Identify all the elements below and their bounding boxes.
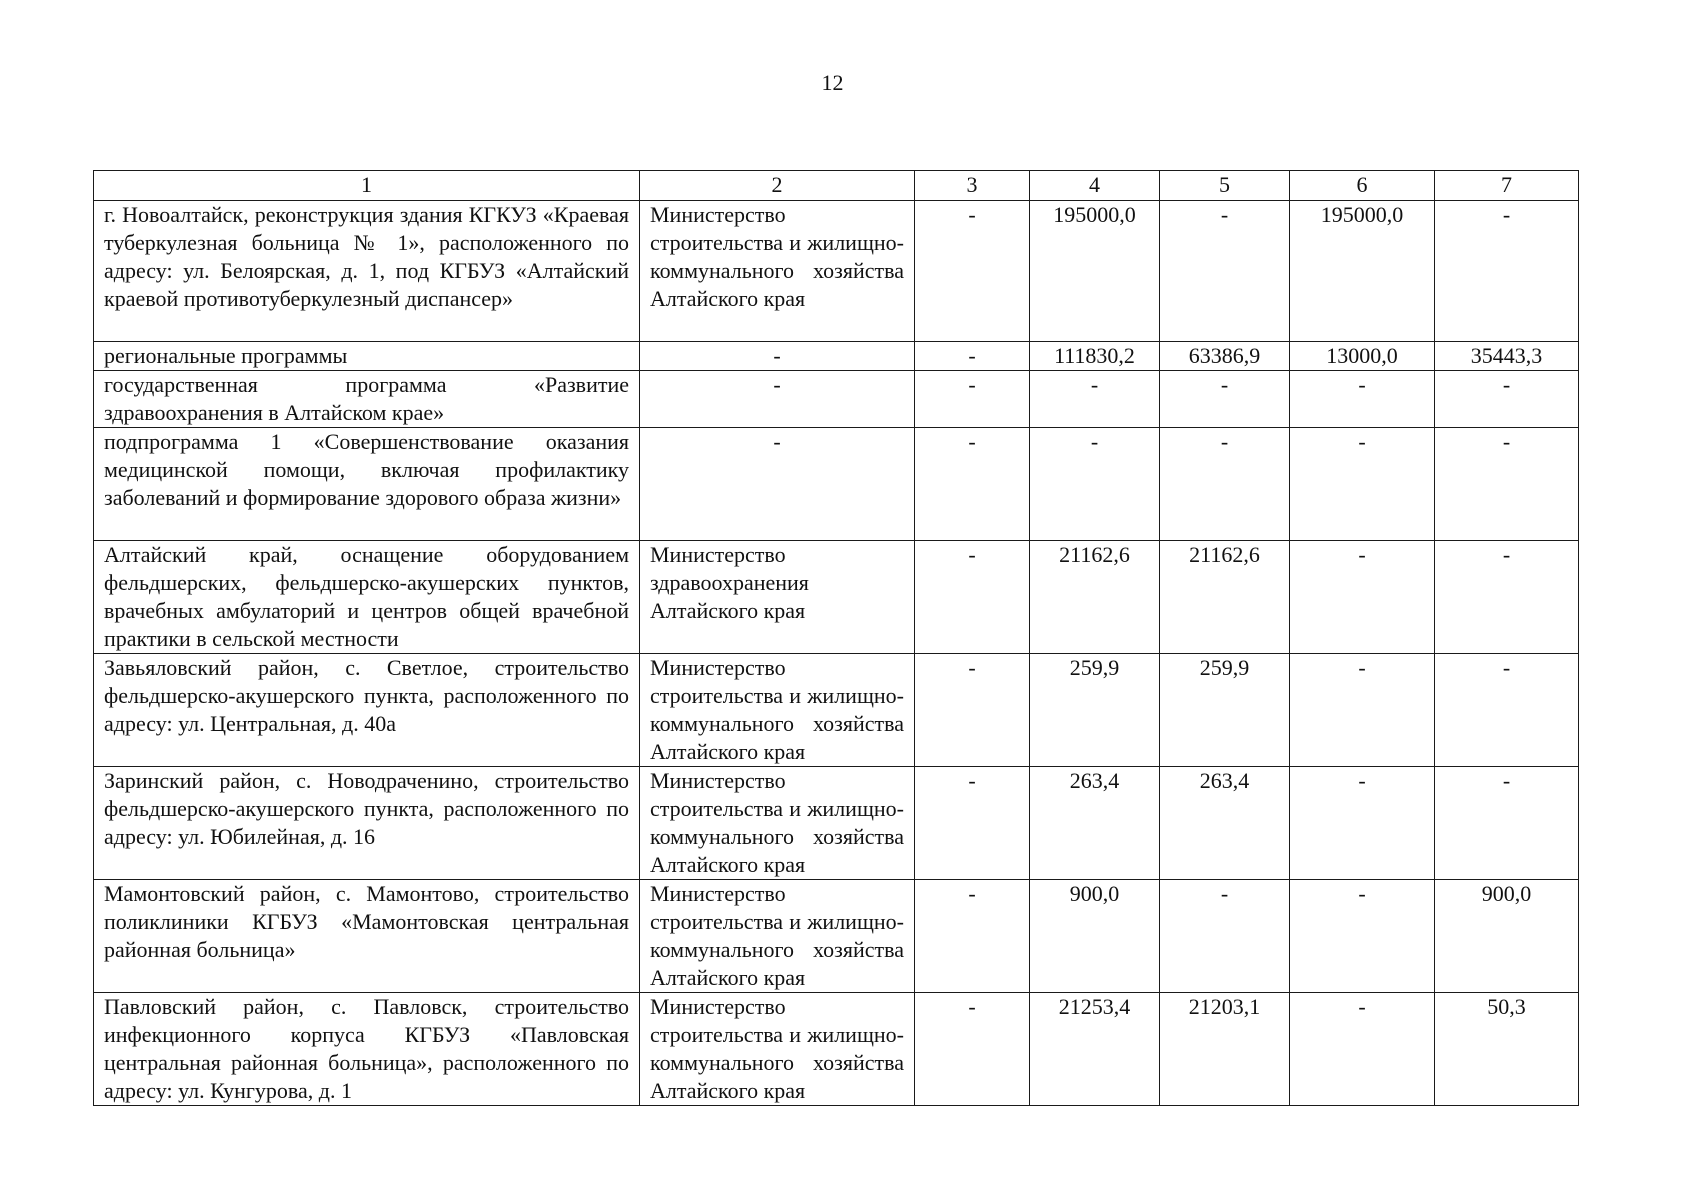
page-number: 12 [821,70,844,95]
executor-cell: - [640,428,915,541]
object-name-cell: подпрограмма 1 «Совершенствование оказания медицинской помощи, включая профилактику заболеваний и формирование здорового образа жизни» [94,428,640,541]
executor-cell: Министерство здравоохранения Алтайского края [640,541,915,654]
column-header: 7 [1435,171,1579,201]
column-header: 4 [1030,171,1160,201]
value-cell: - [1435,428,1579,541]
value-cell: 195000,0 [1290,201,1435,342]
value-cell: 21203,1 [1160,993,1290,1106]
value-cell: - [1160,371,1290,428]
value-cell: - [1435,654,1579,767]
table-row [94,880,1579,993]
value-cell: - [1290,428,1435,541]
object-name-cell: Завьяловский район, с. Светлое, строительство фельдшерско-акушерского пункта, расположенного по адресу: ул. Центральная, д. 40а [94,654,640,767]
table-row [94,428,1579,541]
executor-cell: Министерство строительства и жилищно-коммунального хозяйства Алтайского края [640,993,915,1106]
value-cell: 195000,0 [1030,201,1160,342]
value-cell: 21162,6 [1160,541,1290,654]
table-row [94,371,1579,428]
value-cell: 259,9 [1160,654,1290,767]
table-header-row [94,171,1579,201]
column-header: 2 [640,171,915,201]
value-cell: - [1290,880,1435,993]
table-row [94,342,1579,371]
value-cell: - [1030,428,1160,541]
executor-cell: Министерство строительства и жилищно-коммунального хозяйства Алтайского края [640,654,915,767]
column-header: 1 [94,171,640,201]
executor-cell: Министерство строительства и жилищно-коммунального хозяйства Алтайского края [640,767,915,880]
object-name-cell: региональные программы [94,342,640,371]
value-cell: - [1435,767,1579,880]
value-cell: 900,0 [1435,880,1579,993]
executor-cell: - [640,371,915,428]
value-cell: - [1160,880,1290,993]
budget-table [93,170,1579,1106]
value-cell: 263,4 [1030,767,1160,880]
value-cell: 900,0 [1030,880,1160,993]
value-cell: - [1160,201,1290,342]
object-name-cell: Мамонтовский район, с. Мамонтово, строительство поликлиники КГБУЗ «Мамонтовская центральная районная больница» [94,880,640,993]
value-cell: 13000,0 [1290,342,1435,371]
value-cell: 21162,6 [1030,541,1160,654]
value-cell: - [915,201,1030,342]
value-cell: 63386,9 [1160,342,1290,371]
value-cell: - [915,371,1030,428]
value-cell: - [1030,371,1160,428]
object-name-cell: Заринский район, с. Новодраченино, строительство фельдшерско-акушерского пункта, расположенного по адресу: ул. Юбилейная, д. 16 [94,767,640,880]
column-header: 6 [1290,171,1435,201]
value-cell: - [915,428,1030,541]
value-cell: - [915,342,1030,371]
value-cell: - [1290,767,1435,880]
value-cell: 21253,4 [1030,993,1160,1106]
value-cell: - [1290,541,1435,654]
value-cell: - [1290,993,1435,1106]
value-cell: - [1160,428,1290,541]
value-cell: - [915,767,1030,880]
value-cell: - [1435,371,1579,428]
table-row [94,767,1579,880]
object-name-cell: Павловский район, с. Павловск, строительство инфекционного корпуса КГБУЗ «Павловская центральная районная больница», расположенного по адресу: ул. Кунгурова, д. 1 [94,993,640,1106]
column-header: 5 [1160,171,1290,201]
value-cell: 50,3 [1435,993,1579,1106]
executor-cell: - [640,342,915,371]
value-cell: - [915,541,1030,654]
value-cell: - [1435,541,1579,654]
value-cell: - [1290,371,1435,428]
object-name-cell: государственная программа «Развитие здравоохранения в Алтайском крае» [94,371,640,428]
column-header: 3 [915,171,1030,201]
executor-cell: Министерство строительства и жилищно-коммунального хозяйства Алтайского края [640,880,915,993]
value-cell: 263,4 [1160,767,1290,880]
value-cell: - [1290,654,1435,767]
table-row [94,654,1579,767]
value-cell: - [915,654,1030,767]
value-cell: 111830,2 [1030,342,1160,371]
table-row [94,541,1579,654]
value-cell: - [1435,201,1579,342]
value-cell: - [915,880,1030,993]
table-row [94,993,1579,1106]
object-name-cell: г. Новоалтайск, реконструкция здания КГКУЗ «Краевая туберкулезная больница № 1», расположенного по адресу: ул. Белоярская, д. 1, под КГБУЗ «Алтайский краевой противотуберкулезный диспансер» [94,201,640,342]
table-row [94,201,1579,342]
value-cell: 259,9 [1030,654,1160,767]
value-cell: - [915,993,1030,1106]
value-cell: 35443,3 [1435,342,1579,371]
executor-cell: Министерство строительства и жилищно-коммунального хозяйства Алтайского края [640,201,915,342]
object-name-cell: Алтайский край, оснащение оборудованием фельдшерских, фельдшерско-акушерских пунктов, врачебных амбулаторий и центров общей врачебной практики в сельской местности [94,541,640,654]
